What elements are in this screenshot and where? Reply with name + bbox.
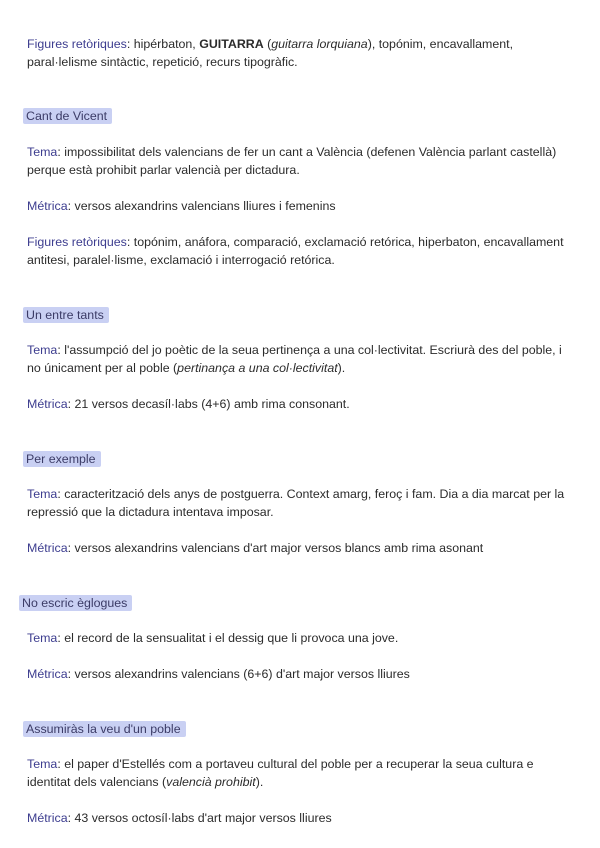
metrica-paragraph: Métrica: versos alexandrins valencians d'art major versos blancs amb rima asonant bbox=[27, 541, 484, 555]
metrica-label: Métrica bbox=[27, 397, 68, 411]
metrica-label: Métrica bbox=[27, 811, 68, 825]
section-heading-cant-de-vicent: Cant de Vicent bbox=[23, 107, 112, 125]
tema-label: Tema bbox=[27, 343, 58, 357]
tema-paragraph: Tema: impossibilitat dels valencians de fer un cant a València (defenen València parlant castellà) perque està prohibit parlar valencià per dictadura. bbox=[27, 145, 557, 177]
metrica-paragraph: Métrica: 21 versos decasíl·labs (4+6) amb rima consonant. bbox=[27, 397, 350, 411]
tema-label: Tema bbox=[27, 757, 58, 771]
metrica-label: Métrica bbox=[27, 541, 68, 555]
tema-label: Tema bbox=[27, 631, 58, 645]
tema-label: Tema bbox=[27, 145, 58, 159]
guitarra-lorquiana-italic: guitarra lorquiana bbox=[271, 37, 368, 51]
metrica-label: Métrica bbox=[27, 199, 68, 213]
figures-paragraph: Figures retòriques: topónim, anáfora, comparació, exclamació retórica, hiperbaton, encavallament antitesi, paralel·lisme, exclamació i interrogació retórica. bbox=[27, 235, 564, 267]
tema-paragraph: Tema: el record de la sensualitat i el dessig que li provoca una jove. bbox=[27, 631, 399, 645]
tema-paragraph: Tema: el paper d'Estellés com a portaveu cultural del poble per a recuperar la seua cultura e identitat dels valencians (valencià prohibit). bbox=[27, 757, 534, 789]
figures-label: Figures retòriques bbox=[27, 235, 127, 249]
section-heading-per-exemple: Per exemple bbox=[23, 450, 101, 468]
section-heading-assumiras-la-veu: Assumiràs la veu d'un poble bbox=[23, 720, 186, 738]
tema-label: Tema bbox=[27, 487, 58, 501]
metrica-label: Métrica bbox=[27, 667, 68, 681]
tema-paragraph: Tema: caracterització dels anys de postguerra. Context amarg, feroç i fam. Dia a dia marcat per la repressió que la dictadura intentava imposar. bbox=[27, 487, 565, 519]
metrica-paragraph: Métrica: versos alexandrins valencians lliures i femenins bbox=[27, 199, 336, 213]
metrica-paragraph: Métrica: 43 versos octosíl·labs d'art major versos lliures bbox=[27, 811, 332, 825]
section-heading-un-entre-tants: Un entre tants bbox=[23, 306, 109, 324]
figures-label: Figures retòriques bbox=[27, 37, 127, 51]
intro-figures-paragraph: Figures retòriques: hipérbaton, GUITARRA (guitarra lorquiana), topónim, encavallament, paral·lelisme sintàctic, repetició, recurs tipogràfic. bbox=[27, 37, 514, 69]
guitarra-bold: GUITARRA bbox=[199, 37, 264, 51]
section-heading-no-escric-eglogues: No escric èglogues bbox=[19, 594, 132, 612]
tema-paragraph: Tema: l'assumpció del jo poètic de la seua pertinença a una col·lectivitat. Escriurà des del poble, i no únicament per al poble (pertinança a una col·lectivitat). bbox=[27, 343, 562, 375]
metrica-paragraph: Métrica: versos alexandrins valencians (6+6) d'art major versos lliures bbox=[27, 667, 410, 681]
